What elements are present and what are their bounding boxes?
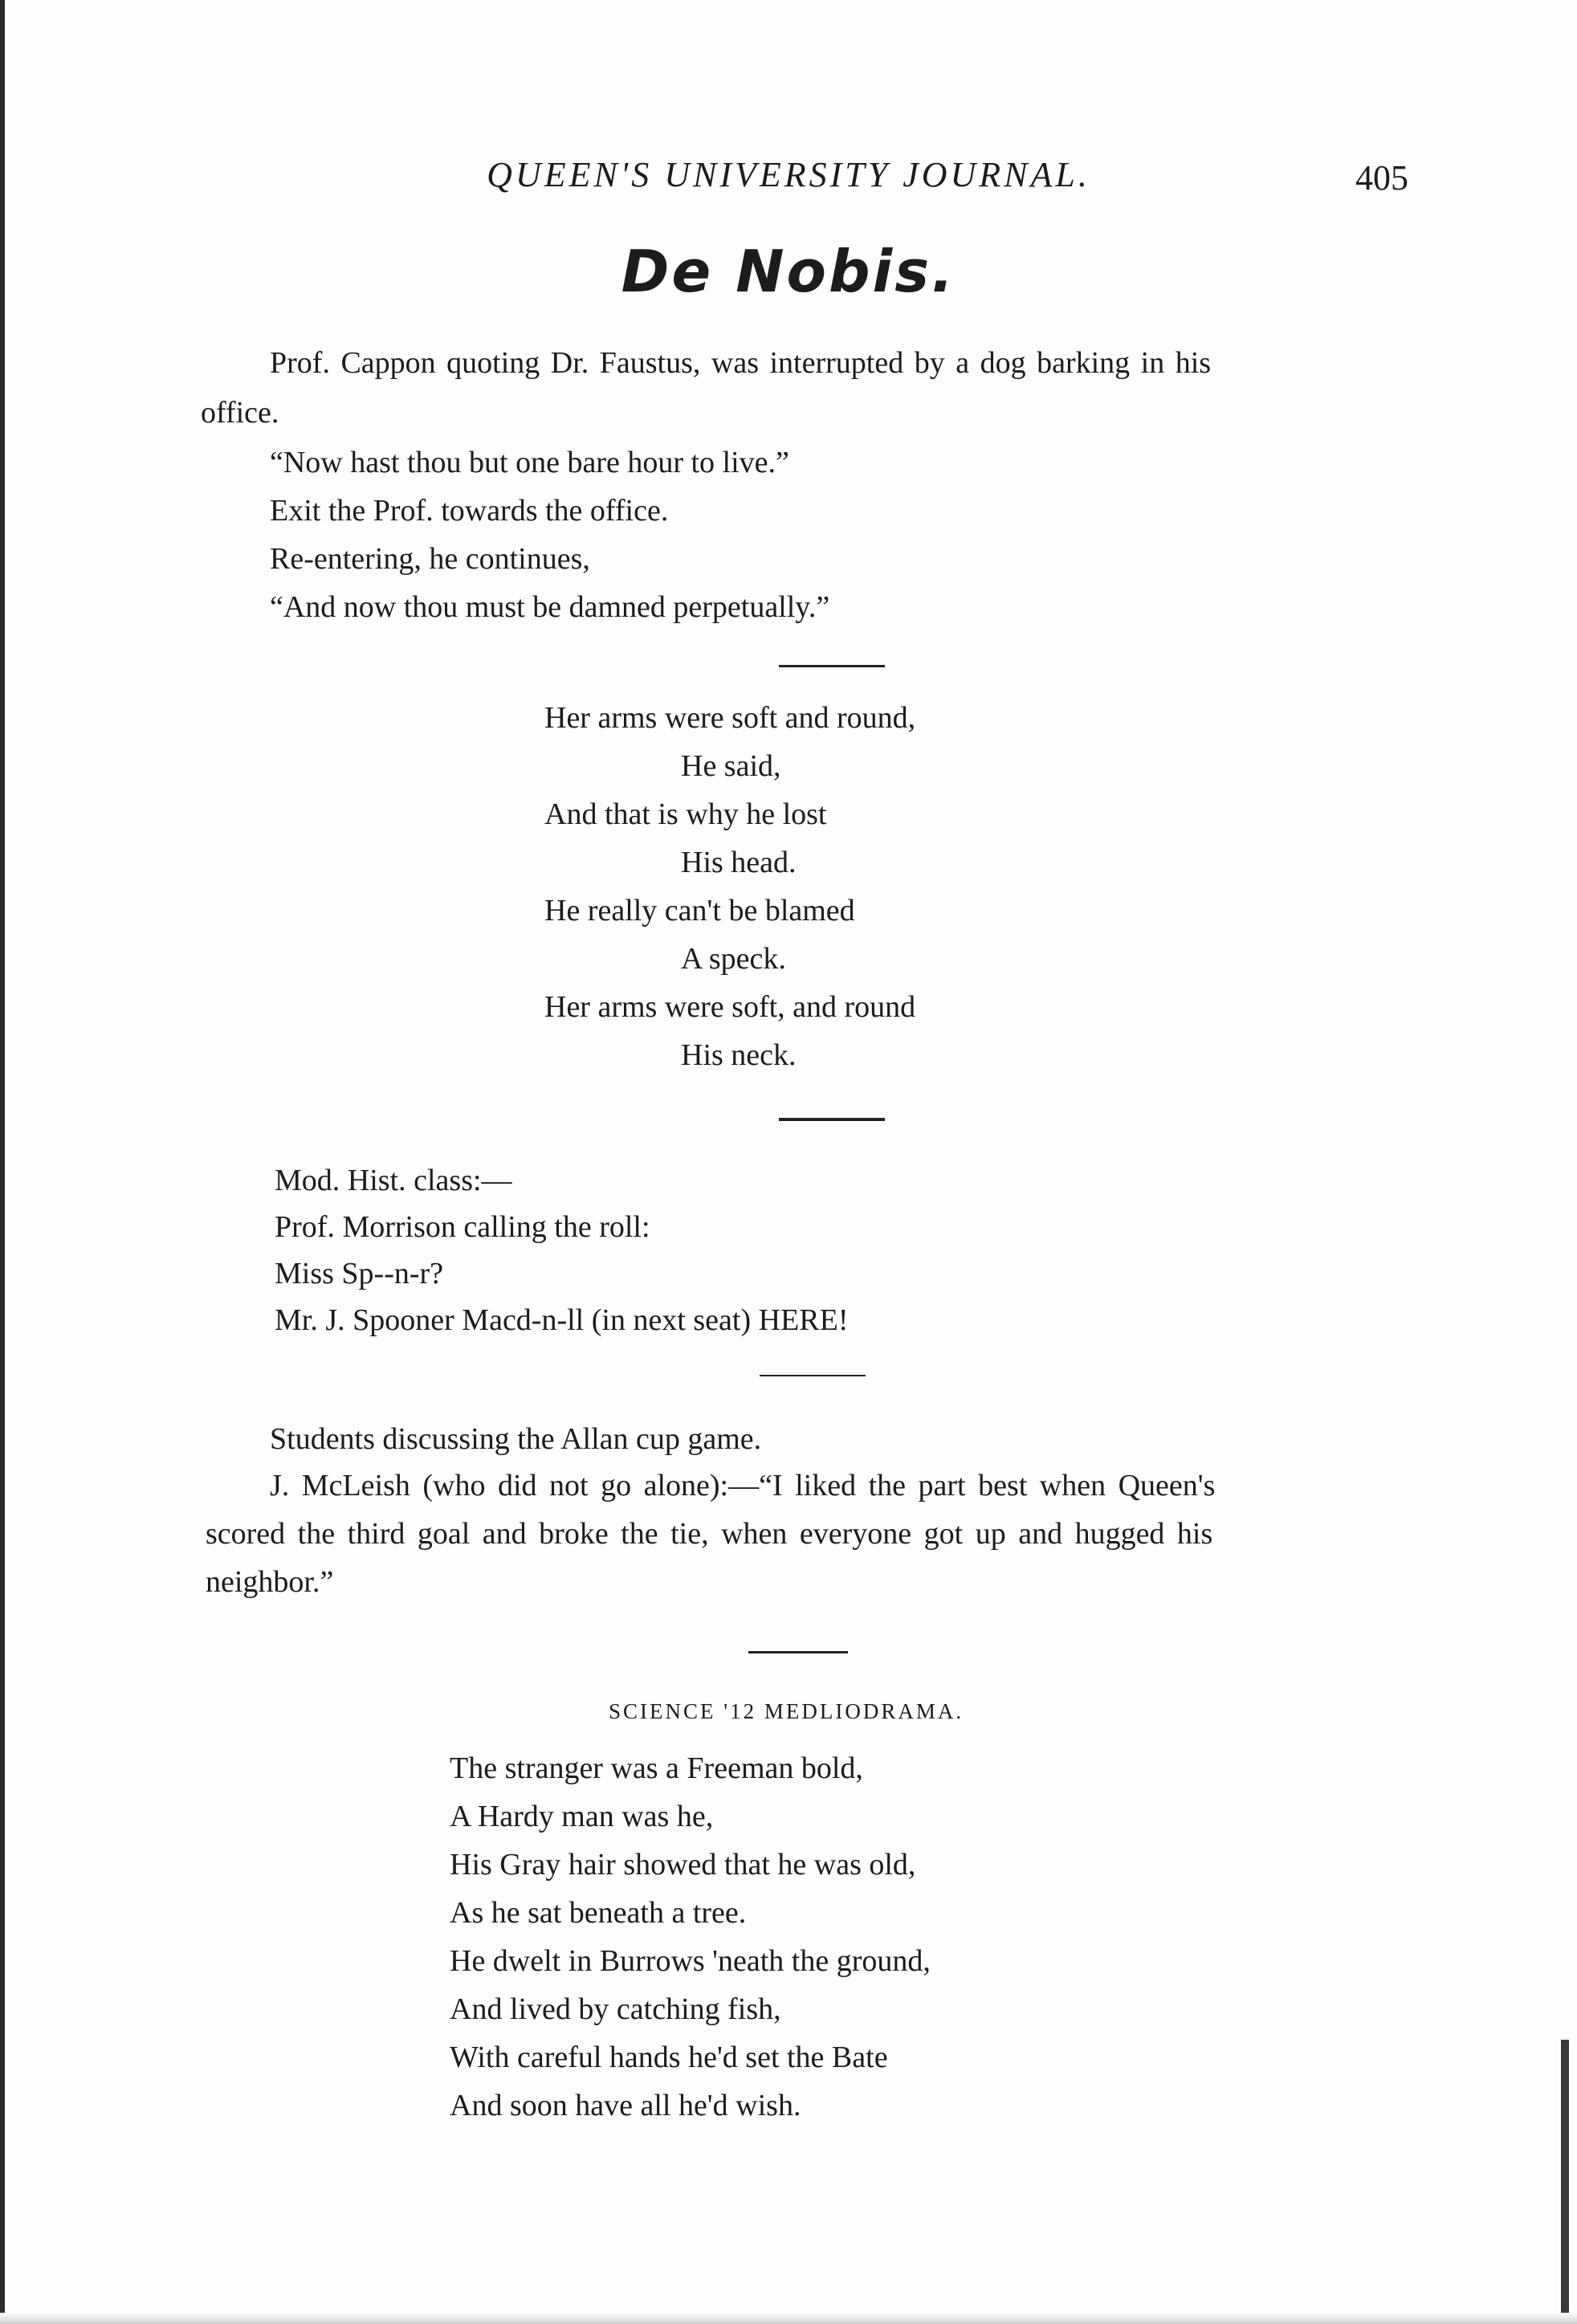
running-head: QUEEN'S UNIVERSITY JOURNAL. — [487, 155, 1090, 194]
poem-line: And that is why he lost — [544, 797, 827, 831]
paragraph-line: scored the third goal and broke the tie, when everyone got up and hugged his — [206, 1517, 1213, 1551]
poem-line: The stranger was a Freeman bold, — [450, 1751, 863, 1785]
poem-line: His head. — [681, 846, 797, 879]
paragraph-line: “And now thou must be damned perpetually.” — [270, 590, 830, 624]
poem-line: As he sat beneath a tree. — [450, 1896, 747, 1930]
poem-line: His Gray hair showed that he was old, — [450, 1848, 916, 1882]
paragraph-line: office. — [201, 396, 279, 430]
poem-line: He said, — [681, 749, 781, 783]
poem-heading: SCIENCE '12 MEDLIODRAMA. — [609, 1699, 964, 1723]
paragraph-line: “Now hast thou but one bare hour to live.” — [270, 446, 789, 479]
poem-line: And lived by catching fish, — [450, 1992, 781, 2026]
section-divider — [779, 1118, 885, 1121]
poem-line: With careful hands he'd set the Bate — [450, 2041, 888, 2074]
poem-line: His neck. — [681, 1038, 797, 1072]
section-title: De Nobis. — [621, 238, 956, 305]
paragraph-line: Prof. Cappon quoting Dr. Faustus, was interrupted by a dog barking in his — [270, 346, 1212, 380]
paragraph-line: Re-entering, he continues, — [270, 542, 590, 576]
page-edge-shadow — [0, 2313, 1577, 2324]
poem-line: Her arms were soft and round, — [544, 701, 916, 735]
poem-line: He dwelt in Burrows 'neath the ground, — [450, 1944, 931, 1978]
section-divider — [760, 1375, 866, 1376]
page-edge-shadow — [0, 0, 5, 2324]
poem-line: A Hardy man was he, — [450, 1800, 714, 1833]
poem-line: A speck. — [681, 942, 786, 976]
page-edge-shadow — [1561, 2040, 1569, 2324]
paragraph-line: Mr. J. Spooner Macd-n-ll (in next seat) HERE! — [275, 1303, 849, 1337]
paragraph-line: Prof. Morrison calling the roll: — [275, 1210, 650, 1244]
poem-line: He really can't be blamed — [544, 894, 855, 928]
section-divider — [748, 1651, 848, 1653]
paragraph-line: neighbor.” — [206, 1565, 334, 1599]
section-divider — [779, 665, 885, 667]
poem-line: Her arms were soft, and round — [544, 990, 916, 1024]
paragraph-line: Exit the Prof. towards the office. — [270, 494, 669, 528]
paragraph-line: J. McLeish (who did not go alone):—“I liked the part best when Queen's — [270, 1469, 1216, 1502]
paragraph-line: Miss Sp--n-r? — [275, 1257, 444, 1290]
poem-line: And soon have all he'd wish. — [450, 2089, 801, 2122]
page-number: 405 — [1355, 158, 1408, 198]
paragraph-line: Mod. Hist. class:— — [275, 1164, 512, 1197]
paragraph-line: Students discussing the Allan cup game. — [270, 1422, 762, 1456]
